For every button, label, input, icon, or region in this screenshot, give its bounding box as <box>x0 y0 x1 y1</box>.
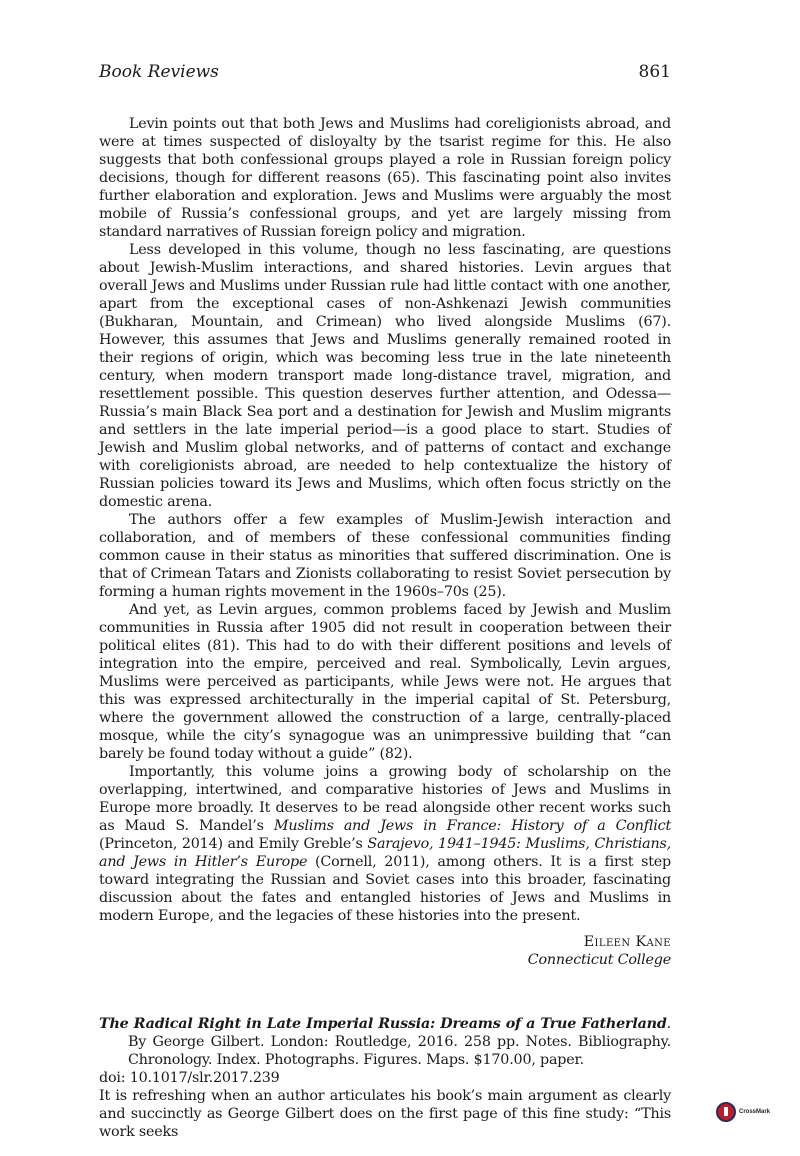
page-body <box>99 115 671 1141</box>
next-review-citation <box>99 1015 671 1069</box>
paragraph-4: And yet, as Levin argues, common problems faced by Jewish and Muslim communities in Russia after 1905 did not result in cooperation between their political elites (81). This had to do with their different positions and levels of integration into the empire, perceived and real. Symbolically, Levin argues, Muslims were perceived as participants, while Jews were not. He argues that this was expressed architecturally in the imperial capital of St. Petersburg, where the government allowed the construction of a large, centrally-placed mosque, while the city’s synagogue was an unimpressive building that “can barely be found today without a guide” (82). <box>99 602 671 762</box>
paragraph-5-text-2: (Princeton, 2014) and Emily Greble’s <box>99 836 368 852</box>
paragraph-3: The authors offer a few examples of Muslim-Jewish interaction and collaboration, and of members of these confessional communities finding common cause in their status as minorities that suffered discrimination. One is that of Crimean Tatars and Zionists collaborating to resist Soviet persecution by forming a human rights movement in the 1960s–70s (25). <box>99 512 671 600</box>
crossmark-icon <box>716 1102 736 1122</box>
paragraph-5-text-3: (Cornell, 2011), among others. It is a first step toward integrating the Russian and Soviet cases into this broader, fascinating discussion about the fates and entangled histories of Jews and Muslims in modern Europe, and the legacies of these histories into the present. <box>99 854 672 924</box>
book-title: The Radical Right in Late Imperial Russia: Dreams of a True Fatherland <box>99 1016 667 1032</box>
paragraph-5 <box>99 763 671 925</box>
page-number: 861 <box>638 62 671 82</box>
cited-title-1: Muslims and Jews in France: History of a Conflict <box>273 818 671 834</box>
paragraph-2: Less developed in this volume, though no less fascinating, are questions about Jewish-Muslim interactions, and shared histories. Levin argues that overall Jews and Muslims under Russian rule had little contact with one another, apart from the exceptional cases of non-Ashkenazi Jewish communities (Bukharan, Mountain, and Crimean) who lived alongside Muslims (67). However, this assumes that Jews and Muslims generally remained rooted in their regions of origin, which was becoming less true in the late nineteenth century, when modern transport made long-distance travel, migration, and resettlement possible. This question deserves further attention, and Odessa—Russia’s main Black Sea port and a destination for Jewish and Muslim migrants and settlers in the late imperial period—is a good place to start. Studies of Jewish and Muslim global networks, and of patterns of contact and exchange with coreligionists abroad, are needed to help contextualize the history of Russian policies toward its Jews and Muslims, which often focus strictly on the domestic arena. <box>99 242 671 510</box>
doi: doi: 10.1017/slr.2017.239 <box>99 1070 280 1086</box>
reviewer-affiliation: Connecticut College <box>527 952 671 968</box>
book-details: . By George Gilbert. London: Routledge, 2016. 258 pp. Notes. Bibliography. Chronology. Index. Photographs. Figures. Maps. $170.00, paper. <box>128 1016 671 1068</box>
reviewer-signature <box>99 933 671 969</box>
crossmark-label: CrossMark <box>739 1109 771 1115</box>
next-review-opening: It is refreshing when an author articulates his book’s main argument as clearly and succinctly as George Gilbert does on the first page of this fine study: “This work seeks <box>99 1088 671 1140</box>
page-header <box>99 62 671 86</box>
running-title: Book Reviews <box>99 62 219 82</box>
cited-title-2: Sarajevo, 1941–1945: Muslims, Christians, and Jews in Hitler’s Europe <box>99 836 671 870</box>
paragraph-5-text-1: Importantly, this volume joins a growing body of scholarship on the overlapping, intertwined, and comparative histories of Jews and Muslims in Europe more broadly. It deserves to be read alongside other recent works such as Maud S. Mandel’s <box>99 764 671 834</box>
crossmark-badge[interactable] <box>716 1102 770 1122</box>
reviewer-name: Eileen Kane <box>583 934 671 950</box>
paragraph-1: Levin points out that both Jews and Muslims had coreligionists abroad, and were at times suspected of disloyalty by the tsarist regime for this. He also suggests that both confessional groups played a role in Russian foreign policy decisions, though for different reasons (65). This fascinating point also invites further elaboration and exploration. Jews and Muslims were arguably the most mobile of Russia’s confessional groups, and yet are largely missing from standard narratives of Russian foreign policy and migration. <box>99 116 671 240</box>
